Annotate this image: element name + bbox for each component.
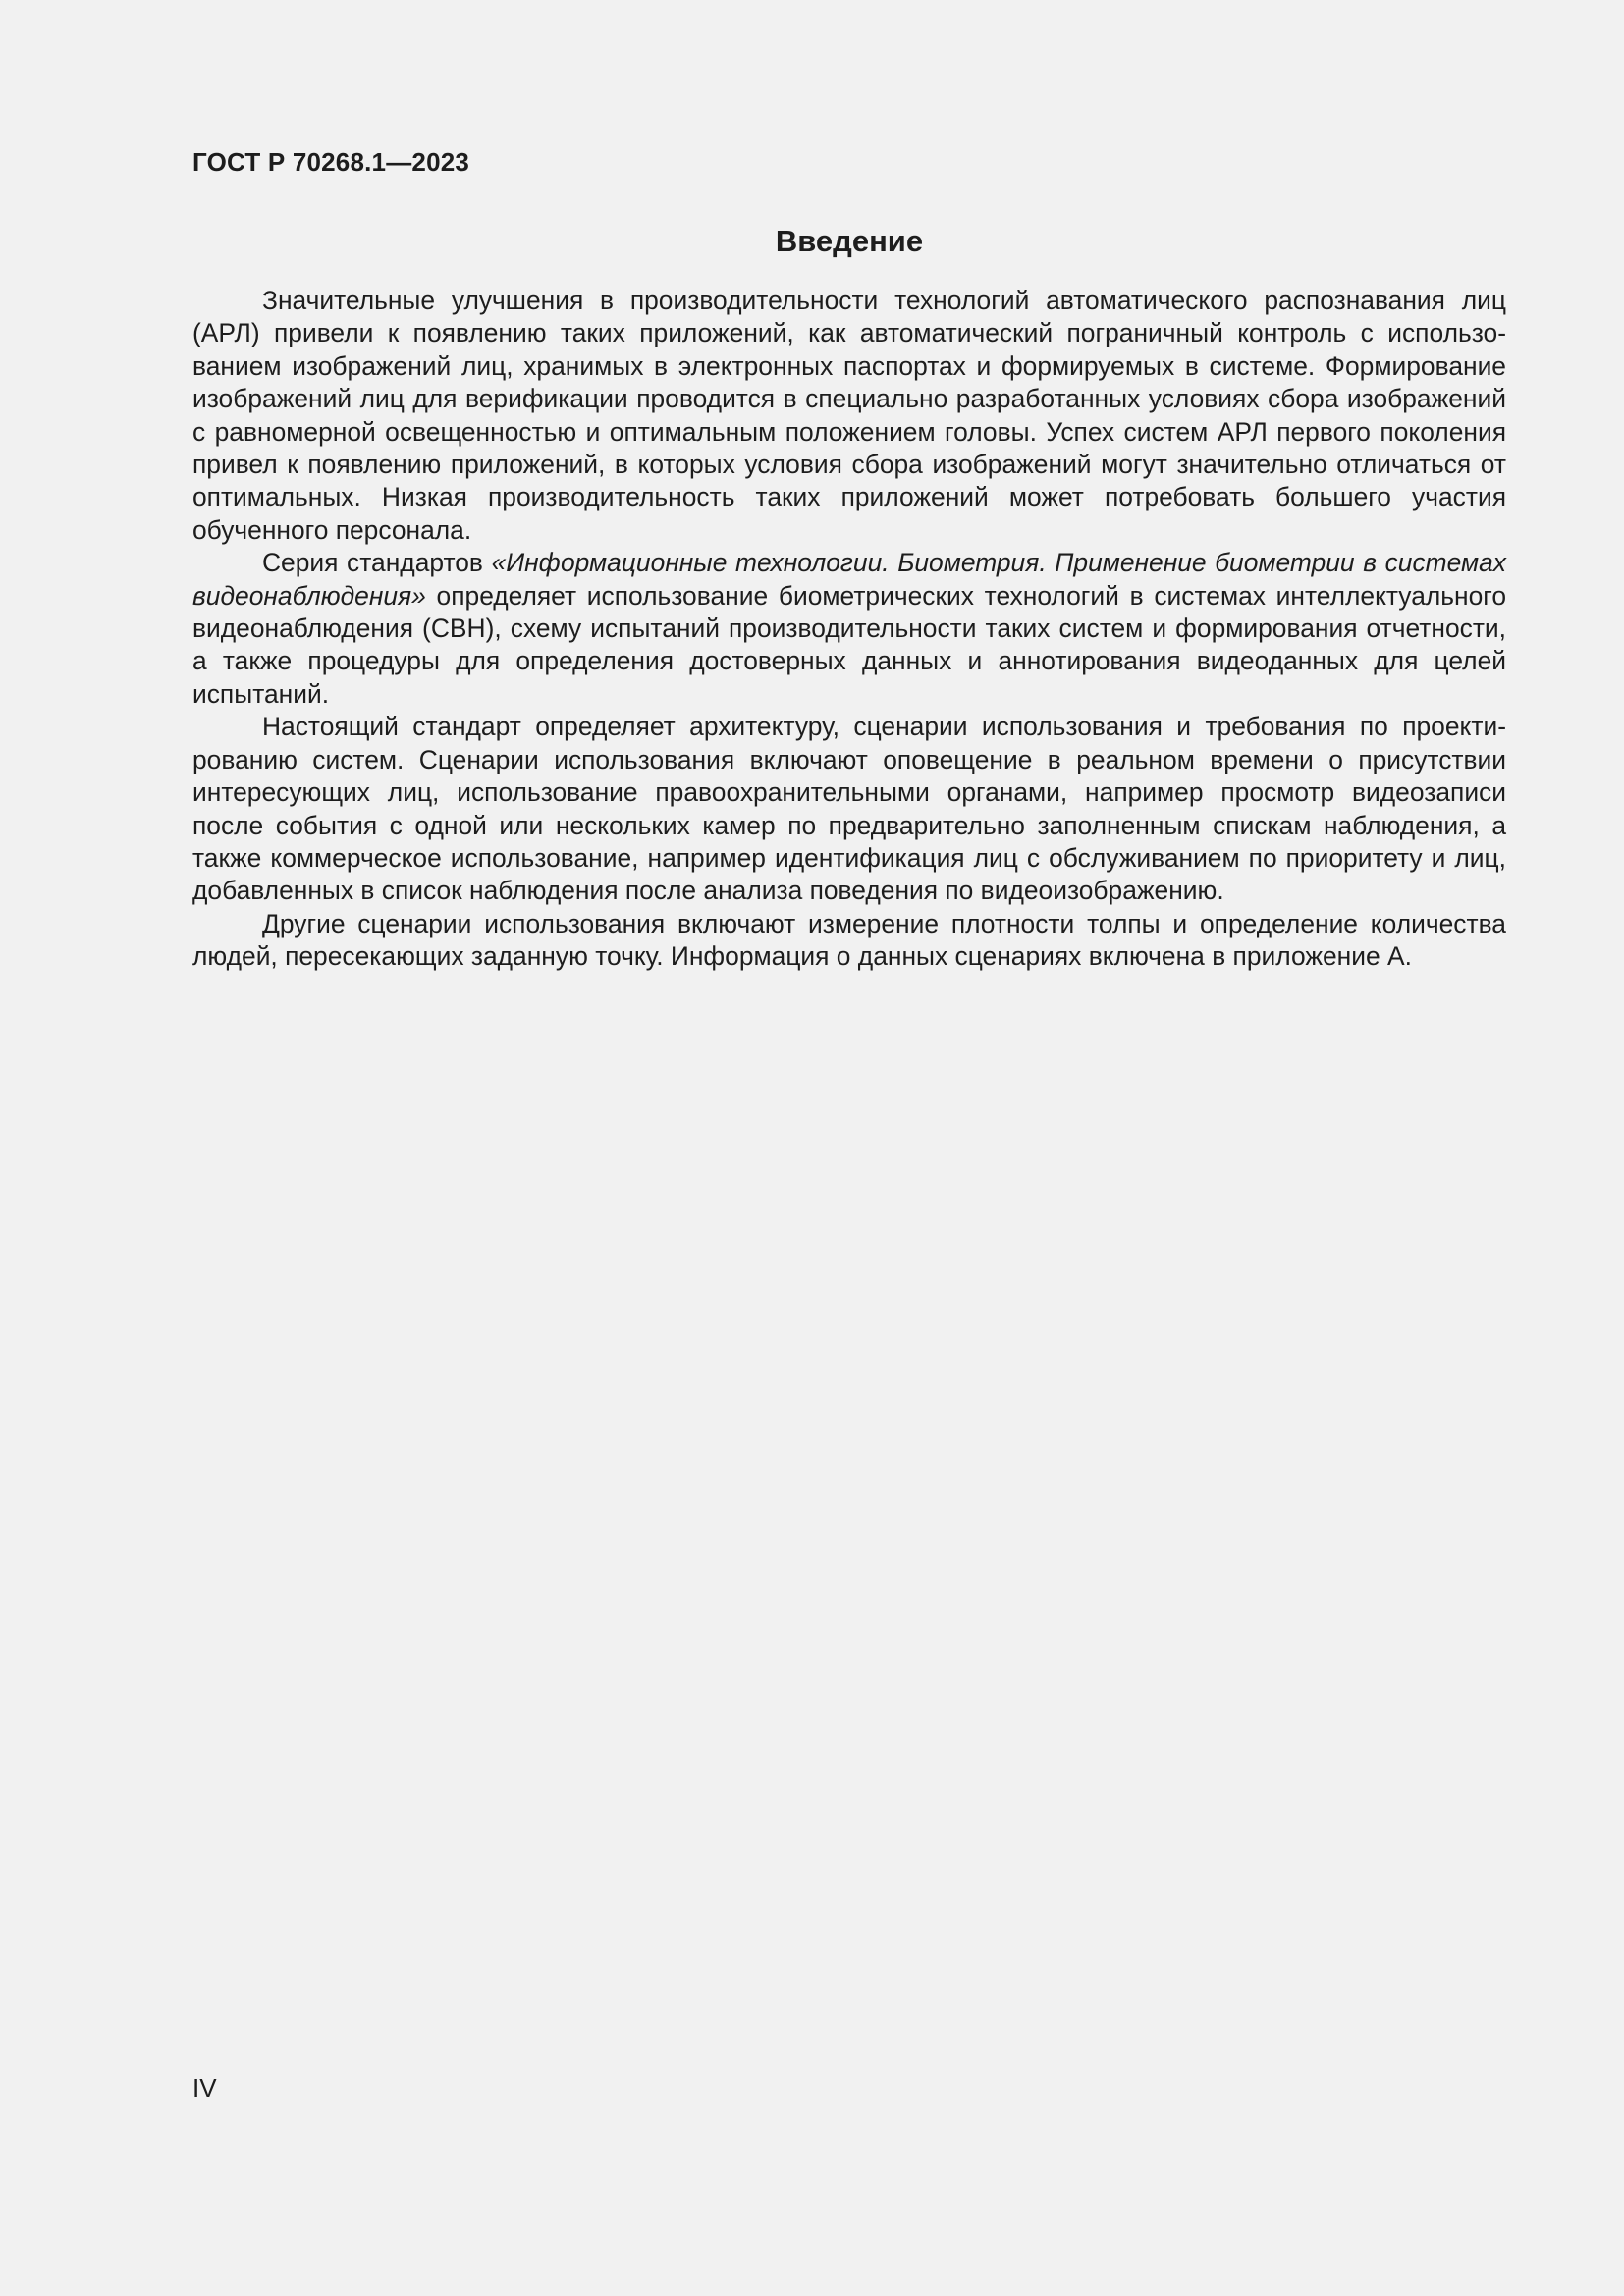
paragraph-3: Настоящий стандарт определяет архитектуру, сценарии использования и требования по проектированию систем. Сценарии использования включают оповещение в реальном времени о присутствии интересующих лиц, использование правоохранительными органами, например просмотр видеозаписи после события с одной или нескольких камер по предварительно заполненным спискам наблюдения, а также коммерческое использование, например идентификация лиц с обслуживанием по приоритету и лиц, добавленных в список наблюдения после анализа поведения по видеоизображению.	[192, 712, 1506, 906]
standard-series-title: «Информационные технологии. Биометрия. Применение биометрии в системах видеонаблюдения»	[192, 548, 1506, 611]
section-title: Введение	[775, 224, 924, 258]
paragraph-2	[192, 547, 1506, 711]
paragraph-2-rest: определяет использование биометрических технологий в системах интеллектуального видеонаблюдения (СВН), схему испытаний производительности таких систем и формирования отчетности, а также процедуры для определения достоверных данных и аннотирования видеоданных для целей испытаний.	[192, 580, 1506, 709]
paragraph-1: Значительные улучшения в производительности технологий автоматического распознавания лиц (АРЛ) привели к появлению таких приложений, как автоматический пограничный контроль с использованием изображений лиц, хранимых в электронных паспортах и формируемых в системе. Формирование изображений лиц для верификации проводится в специально разработанных условиях сбора изображений с равномерной освещенностью и оптимальным положением головы. Успех систем АРЛ первого поколения привел к появлению приложений, в которых условия сбора изображений могут значительно отличаться от оптимальных. Низкая производительность таких приложений может потребовать большего участия обученного персонала.	[192, 286, 1506, 545]
introduction-body	[192, 285, 1506, 974]
paragraph-4: Другие сценарии использования включают измерение плотности толпы и определение количества людей, пересекающих заданную точку. Информация о данных сценариях включена в приложение А.	[192, 908, 1506, 972]
page-number: IV	[192, 2073, 217, 2103]
standard-code-header: ГОСТ Р 70268.1—2023	[192, 147, 470, 177]
paragraph-2-lead: Серия стандартов	[262, 548, 492, 578]
